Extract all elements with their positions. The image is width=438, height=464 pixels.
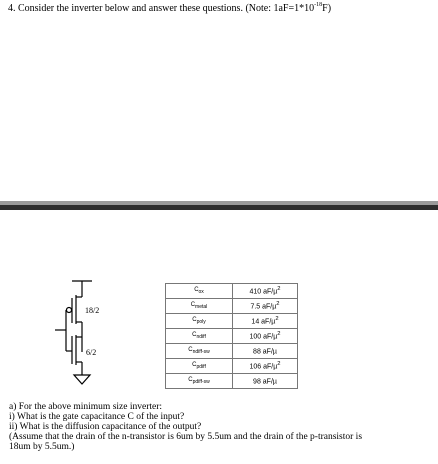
- assumption-line-1: (Assume that the drain of the n-transistor is 6um by 5.5um and the drain of the p-transistor is: [9, 432, 363, 442]
- table-row: [166, 284, 298, 299]
- sub-questions: [9, 402, 362, 452]
- nmos-size-label: 6/2: [86, 348, 97, 357]
- param-name: $C_{ox}$: [166, 284, 233, 299]
- sub-question-i: i) What is the gate capacitance C of the input?: [9, 412, 185, 422]
- inverter-schematic: [55, 278, 125, 390]
- pmos-bubble: [67, 308, 72, 313]
- param-name: $C_{ndiff-sw}$: [166, 344, 233, 359]
- param-value: 100 aF/µ$^2$: [233, 329, 298, 344]
- assumption-line-2: 18um by 5.5um.): [9, 442, 75, 452]
- question-exponent: -18: [314, 1, 323, 8]
- param-name: $C_{metal}$: [166, 299, 233, 314]
- question-closing: F): [322, 3, 332, 14]
- param-value: 14 aF/µ$^2$: [233, 314, 298, 329]
- table-row: [166, 344, 298, 359]
- param-name: $C_{pdiff}$: [166, 359, 233, 374]
- param-value: 106 aF/µ$^2$: [233, 359, 298, 374]
- param-value: 98 aF/µ: [233, 374, 298, 389]
- ground-symbol: [74, 375, 90, 384]
- sub-question-ii: ii) What is the diffusion capacitance of the output?: [9, 422, 202, 432]
- param-name: $C_{pdiff-sw}$: [166, 374, 233, 389]
- param-value: 410 aF/µ$^2$: [233, 284, 298, 299]
- param-name: $C_{poly}$: [166, 314, 233, 329]
- table-row: [166, 359, 298, 374]
- question-heading: [8, 3, 331, 15]
- table-row: [166, 314, 298, 329]
- capacitance-table: [165, 283, 298, 389]
- pmos-size-label: 18/2: [85, 306, 100, 315]
- param-name: $C_{ndiff}$: [166, 329, 233, 344]
- table-row: [166, 329, 298, 344]
- divider-band-dark: [0, 205, 438, 210]
- param-value: 7.5 aF/µ$^2$: [233, 299, 298, 314]
- table-row: [166, 374, 298, 389]
- question-text: 4. Consider the inverter below and answer these questions. (Note: 1aF=1*10: [8, 3, 315, 14]
- param-value: 88 aF/µ: [233, 344, 298, 359]
- sub-question-intro: a) For the above minimum size inverter:: [9, 402, 163, 412]
- table-row: [166, 299, 298, 314]
